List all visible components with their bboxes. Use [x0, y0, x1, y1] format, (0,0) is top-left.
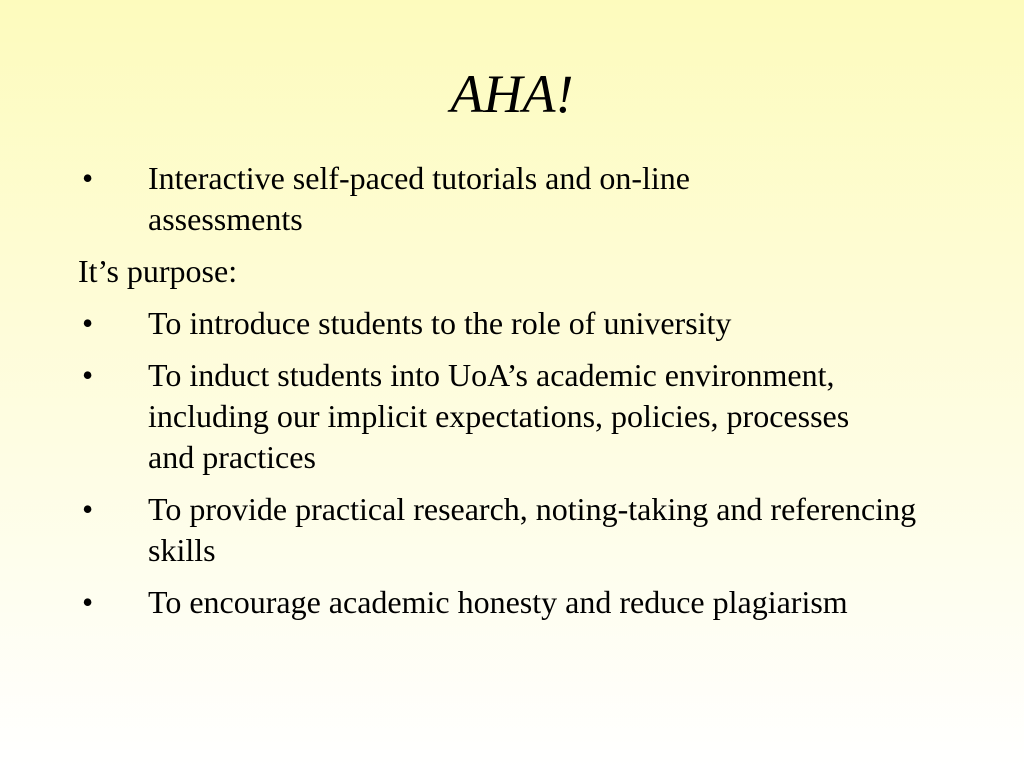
- purpose-item-text: To induct students into UoA’s academic environment, including our implicit expectations, policies, processes and practices: [148, 357, 850, 475]
- bullet-icon: •: [82, 160, 94, 196]
- purpose-item-text: To introduce students to the role of university: [148, 305, 732, 341]
- purpose-item-text: To provide practical research, noting-taking and referencing skills: [148, 491, 917, 568]
- bullet-icon: •: [82, 357, 94, 393]
- purpose-item: [78, 303, 978, 344]
- intro-bullet-text: Interactive self-paced tutorials and on-line assessments: [148, 160, 690, 237]
- purpose-item: [78, 355, 978, 478]
- slide-title: AHA!: [450, 64, 574, 124]
- bullet-icon: •: [82, 491, 94, 527]
- slide-body: [78, 158, 978, 634]
- purpose-heading: It’s purpose:: [78, 253, 238, 289]
- bullet-icon: •: [82, 584, 94, 620]
- intro-bullet: [78, 158, 978, 240]
- purpose-item: [78, 489, 978, 571]
- bullet-icon: •: [82, 305, 94, 341]
- purpose-item: [78, 582, 978, 623]
- purpose-item-text: To encourage academic honesty and reduce plagiarism: [148, 584, 848, 620]
